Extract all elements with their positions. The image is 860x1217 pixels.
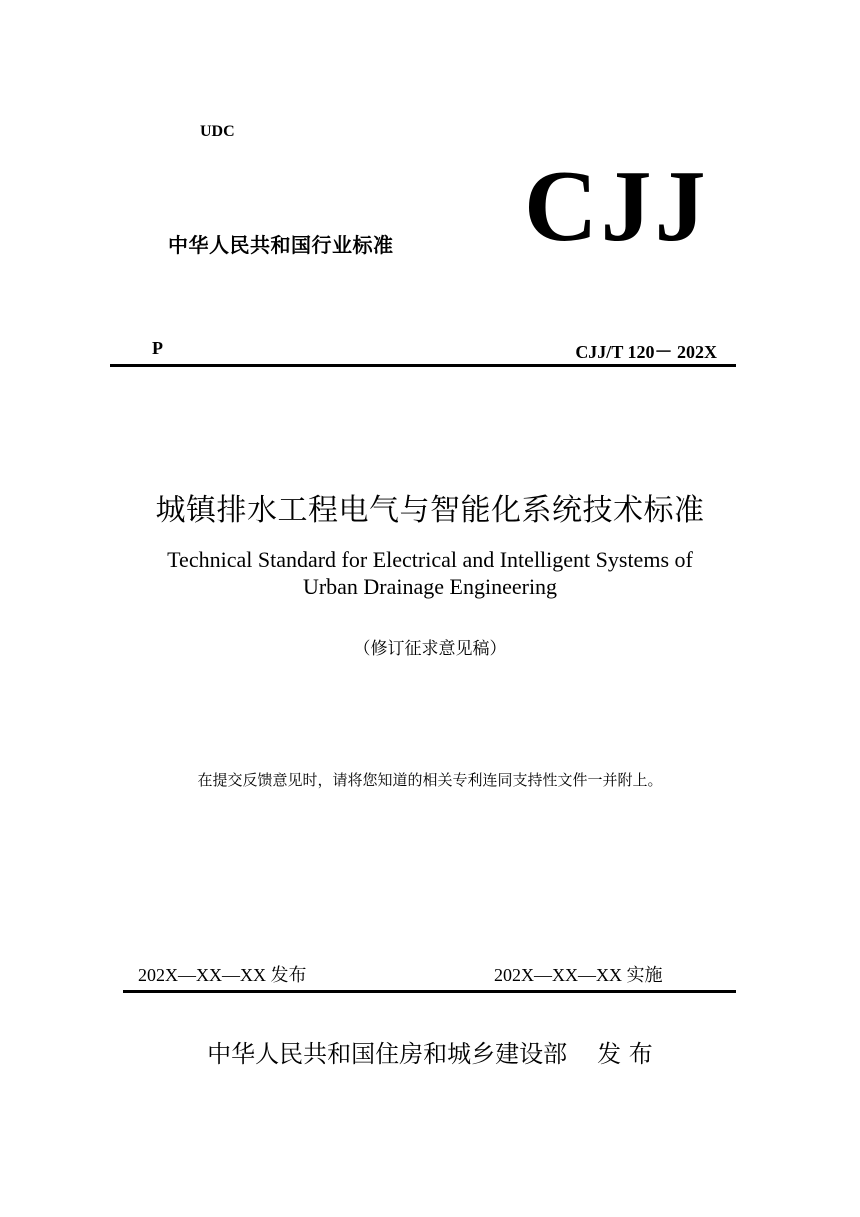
standard-number: CJJ/T 120－ 202X xyxy=(575,342,717,362)
patent-notice: 在提交反馈意见时，请将您知道的相关专利连同支持性文件一并附上。 xyxy=(197,771,663,789)
title-english-line1: Technical Standard for Electrical and Intelligent Systems of xyxy=(167,547,693,572)
implementation-date xyxy=(494,961,663,987)
implementation-date-value: 202X—XX—XX xyxy=(494,965,622,985)
industry-standard-heading: 中华人民共和国行业标准 xyxy=(168,233,394,257)
release-label: 发布 xyxy=(270,965,307,986)
draft-note: （修订征求意见稿） xyxy=(353,639,507,659)
implementation-label: 实施 xyxy=(626,965,663,986)
release-date-value: 202X—XX—XX xyxy=(138,965,266,985)
title-english xyxy=(0,546,860,600)
bottom-divider xyxy=(123,990,736,993)
cjj-logo: CJJ xyxy=(524,150,709,263)
udc-label: UDC xyxy=(200,123,235,140)
release-date xyxy=(138,961,307,987)
publisher-name: 中华人民共和国住房和城乡建设部 xyxy=(207,1040,568,1068)
title-english-line2: Urban Drainage Engineering xyxy=(302,574,558,599)
publisher-line xyxy=(0,1034,860,1069)
category-code: P xyxy=(152,338,163,358)
publisher-action: 发 布 xyxy=(597,1040,653,1068)
title-chinese: 城镇排水工程电气与智能化系统技术标准 xyxy=(155,493,705,528)
top-divider xyxy=(110,364,736,367)
